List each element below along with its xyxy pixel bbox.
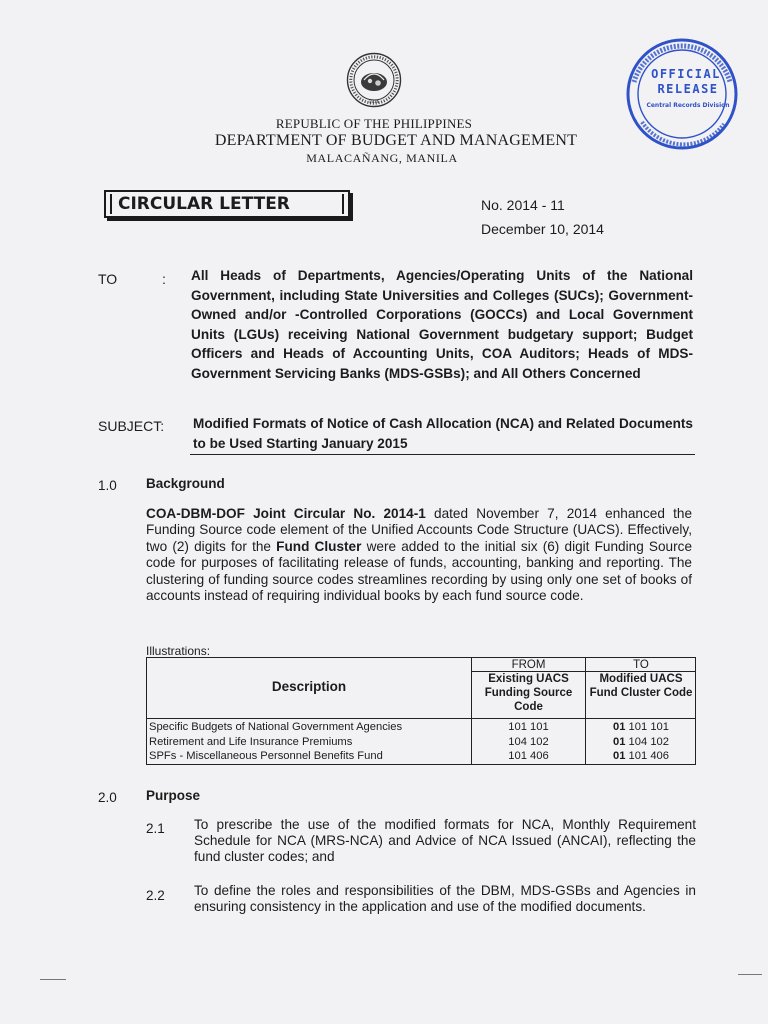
addressee-text: All Heads of Departments, Agencies/Operating Units of the National Government, including State Universities and Colleges (SUCs); Government-Owned and/or -Controlled Corporations (GOCCs) and Local Government Units (LGUs) receiving National Government budgetary support; Budget Officers and Heads of Accounting Units, COA Auditors; Heads of MDS-Government Servicing Banks (MDS-GSBs); and All Others Concerned (191, 268, 693, 381)
purpose-item-text: To define the roles and responsibilities of the DBM, MDS-GSBs and Agencies in ensuring consistency in the application and use of the modified documents. (194, 883, 696, 915)
row-from-code: 104 102 (508, 736, 549, 748)
svg-text:1936: 1936 (368, 99, 380, 104)
row-to-code (586, 750, 696, 762)
background-text-2: were added to the initial six (6) digit Funding Source code for purposes of facilitating release of funds, accounting, banking and reporting. The clustering of funding source codes streamlines recording by using only one set of books of accounts instead of requiring individual books by each fund source code. (146, 538, 693, 604)
circular-number: No. 2014 - 11 (481, 197, 565, 213)
background-paragraph (146, 506, 692, 604)
table-header-description: Description (271, 679, 347, 694)
table-header-from-sub: Existing UACS Funding Source Code (484, 673, 573, 713)
scan-mark (40, 979, 66, 980)
purpose-item-text: To prescribe the use of the modified formats for NCA, Monthly Requirement Schedule for NCA (MRS-NCA) and Advice of NCA Issued (ANCAI), reflecting the fund cluster codes; and (194, 817, 696, 865)
joint-circular-ref: COA-DBM-DOF Joint Circular No. 2014-1 (146, 506, 426, 521)
uacs-table (146, 657, 696, 765)
section-2-title: Purpose (146, 788, 201, 803)
row-fund-cluster: 01 (612, 750, 626, 762)
subject-text: Modified Formats of Notice of Cash Allocation (NCA) and Related Documents to be Used Starting January 2015 (193, 416, 693, 451)
svg-text:RELEASE: RELEASE (657, 82, 719, 96)
table-header-to-sub: Modified UACS Fund Cluster Code (589, 673, 693, 699)
section-1-number: 1.0 (98, 478, 117, 493)
row-fund-cluster: 01 (612, 721, 626, 733)
row-fund-cluster: 01 (612, 736, 626, 748)
circular-date: December 10, 2014 (481, 221, 604, 237)
row-description: SPFs - Miscellaneous Personnel Benefits Fund (149, 750, 383, 762)
svg-text:OFFICIAL: OFFICIAL (651, 67, 721, 81)
fund-cluster-term: Fund Cluster (276, 538, 362, 554)
svg-text:Central Records Division: Central Records Division (646, 102, 730, 109)
scan-mark (738, 974, 762, 975)
row-to-code (586, 736, 696, 748)
city-heading: MALACAÑANG, MANILA (306, 151, 458, 165)
section-1-title: Background (146, 476, 225, 491)
row-from-code: 101 101 (508, 721, 549, 733)
row-from-code: 101 406 (508, 750, 549, 762)
row-to-code (586, 721, 696, 733)
subject-divider (190, 454, 695, 455)
row-description: Retirement and Life Insurance Premiums (149, 736, 353, 748)
table-header-from: FROM (511, 659, 546, 671)
to-colon: : (162, 271, 166, 287)
table-row (147, 736, 695, 751)
table-row (147, 721, 695, 736)
row-to-rest: 104 102 (625, 736, 669, 748)
purpose-item-number: 2.1 (146, 821, 165, 836)
background-text-1: dated November 7, 2014 enhanced the Funding Source code element of the Unified Accounts Code Structure (UACS). Effectively, two (2) digits for the (146, 506, 693, 554)
table-row (147, 750, 695, 765)
to-label: TO (98, 271, 118, 287)
dbm-seal-icon (346, 52, 402, 108)
subject-label: SUBJECT: (98, 418, 165, 434)
document-type-box: CIRCULAR LETTER (104, 190, 350, 218)
department-heading: DEPARTMENT OF BUDGET AND MANAGEMENT (214, 132, 578, 149)
row-to-rest: 101 406 (625, 750, 669, 762)
row-to-rest: 101 101 (625, 721, 669, 733)
table-header-to: TO (633, 659, 649, 671)
purpose-item-number: 2.2 (146, 888, 165, 903)
table-header-divider (147, 718, 695, 719)
illustrations-label: Illustrations: (146, 644, 211, 658)
section-2-number: 2.0 (98, 790, 117, 805)
republic-heading: REPUBLIC OF THE PHILIPPINES (275, 116, 473, 131)
row-description: Specific Budgets of National Government Agencies (149, 721, 403, 733)
